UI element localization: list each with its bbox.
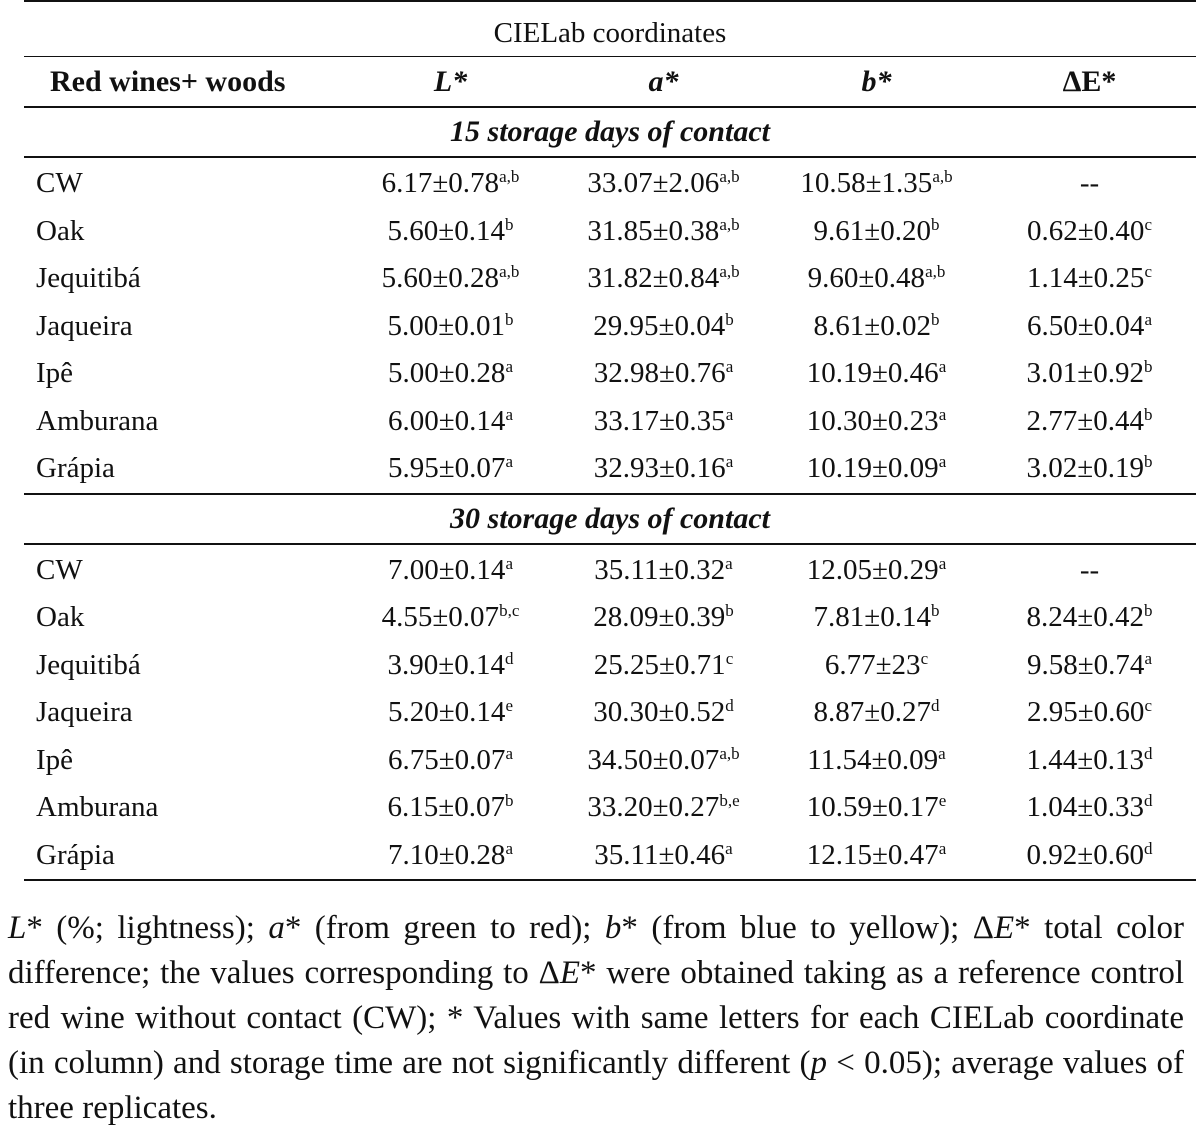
significance-letters: d [1143,791,1153,811]
footnote-text: a [268,910,285,946]
value-text: 32.93±0.16 [593,452,726,485]
value-text: 10.19±0.09 [806,452,939,485]
significance-letters: a [938,404,947,424]
value-cell-de [983,303,1196,351]
value-text: 25.25±0.71 [593,648,726,681]
footnote-text: * (from blue to yellow); Δ [621,910,994,946]
value-text: 4.55±0.07 [381,601,500,634]
significance-letters: c [725,648,734,668]
value-cell-b [770,594,983,642]
significance-letters: b [1143,452,1153,472]
cielab-table [24,0,1196,881]
value-text: 32.98±0.76 [593,357,726,390]
wine-name: Jequitibá [36,648,141,681]
value-text: 8.87±0.27 [813,696,931,729]
table-row [24,303,1196,351]
value-cell-l [344,255,557,303]
footnote-text: * were obtained taking as a reference control red wine without contact (CW); * Values with same letters for each CIELab coordinate (in column) and storage time are not significantly different ( [8,955,1184,1081]
value-cell-de [983,832,1196,881]
value-cell-de [983,689,1196,737]
section-title: 30 storage days of contact [450,501,770,535]
table-row [24,255,1196,303]
wine-name: Ipê [36,357,74,390]
value-cell-b [770,737,983,785]
significance-letters: a [938,553,947,573]
wine-name: CW [36,167,83,200]
value-cell-a [557,594,770,642]
significance-letters: a [725,357,734,377]
value-text: 1.44±0.13 [1026,743,1144,776]
footnote-text: E [559,955,581,991]
value-text: 5.20±0.14 [388,696,506,729]
value-text: 6.75±0.07 [388,743,506,776]
significance-letters: e [938,791,947,811]
significance-letters: a,b [719,167,740,187]
value-text: 11.54±0.09 [807,743,939,776]
significance-letters: d [1143,743,1153,763]
wine-name: Amburana [36,404,159,437]
value-text: 5.00±0.28 [388,357,506,390]
significance-letters: b [725,601,734,621]
value-cell-a [557,642,770,690]
value-cell-a [557,303,770,351]
table-caption: CIELab coordinates [493,16,727,49]
significance-letters: c [920,648,929,668]
table-row [24,642,1196,690]
value-text: 8.24±0.42 [1026,601,1144,634]
value-cell-a [557,157,770,208]
header-wine: Red wines+ woods [50,64,286,98]
significance-letters: c [1144,214,1152,234]
value-cell-b [770,689,983,737]
significance-letters: d [504,648,514,668]
value-text: 12.15±0.47 [806,838,939,871]
value-text: 9.58±0.74 [1027,648,1145,681]
significance-letters: a [505,743,513,763]
value-text: 7.81±0.14 [813,601,931,634]
value-cell-de [983,157,1196,208]
significance-letters: a [938,357,947,377]
significance-letters: a [505,404,513,424]
value-text: 3.90±0.14 [387,648,505,681]
significance-letters: a [505,357,513,377]
footnote-text: * (from green to red); [284,910,605,946]
value-cell-de [983,544,1196,595]
significance-letters: d [930,696,940,716]
value-cell-de [983,255,1196,303]
value-text: 0.62±0.40 [1027,214,1145,247]
significance-letters: a [938,838,947,858]
value-text: 10.19±0.46 [806,357,939,390]
value-text: -- [1079,167,1100,200]
footnote-text: E [993,910,1015,946]
value-cell-l [344,784,557,832]
value-cell-a [557,689,770,737]
table-caption-row [24,1,1196,57]
significance-letters: a [1144,309,1152,329]
significance-letters: c [1144,696,1152,716]
footnote-text: L [8,910,27,946]
value-cell-l [344,208,557,256]
value-cell-l [344,594,557,642]
value-text: 33.07±2.06 [587,167,720,200]
significance-letters: a,b [719,262,740,282]
table-header-row [24,57,1196,108]
value-text: 35.11±0.32 [594,553,726,586]
significance-letters: a [725,452,734,472]
value-cell-l [344,445,557,494]
wine-name: Jaqueira [36,309,133,342]
significance-letters: a,b [499,167,520,187]
value-cell-de [983,208,1196,256]
significance-letters: b [930,214,940,234]
value-cell-l [344,544,557,595]
table-row [24,445,1196,494]
value-text: 2.95±0.60 [1027,696,1145,729]
significance-letters: e [505,696,513,716]
footnote-text: < 0.05); average values of three replicates. [8,1045,1184,1126]
wine-name: Amburana [36,791,159,824]
value-cell-de [983,350,1196,398]
significance-letters: b,e [719,791,740,811]
value-cell-a [557,208,770,256]
value-cell-b [770,157,983,208]
value-text: 6.50±0.04 [1027,309,1145,342]
significance-letters: a [1144,648,1152,668]
significance-letters: b [725,309,734,329]
table-row [24,784,1196,832]
value-text: 6.15±0.07 [387,791,505,824]
table-row [24,398,1196,446]
value-text: 1.14±0.25 [1027,262,1145,295]
table-row [24,208,1196,256]
footnote-text: p [810,1045,828,1081]
value-text: 5.60±0.28 [381,262,500,295]
value-text: 7.00±0.14 [388,553,506,586]
table-body [24,107,1196,880]
significance-letters: a [725,404,734,424]
table-row [24,689,1196,737]
value-text: 30.30±0.52 [593,696,726,729]
wine-name: Oak [36,601,85,634]
header-l: L* [433,64,468,98]
value-cell-a [557,398,770,446]
significance-letters: a [938,452,947,472]
value-text: 0.92±0.60 [1026,838,1144,871]
value-cell-de [983,445,1196,494]
value-cell-l [344,157,557,208]
table-row [24,544,1196,595]
value-cell-de [983,398,1196,446]
table-row [24,832,1196,881]
significance-letters: b [1143,357,1153,377]
value-text: -- [1079,553,1100,586]
significance-letters: c [1144,262,1152,282]
value-cell-a [557,737,770,785]
value-cell-a [557,544,770,595]
value-text: 7.10±0.28 [388,838,506,871]
header-a: a* [648,64,679,98]
significance-letters: a [505,553,513,573]
value-cell-l [344,398,557,446]
table-row [24,594,1196,642]
value-cell-b [770,784,983,832]
header-delta-e: ΔE* [1062,64,1117,98]
significance-letters: a,b [932,167,953,187]
value-text: 6.17±0.78 [381,167,500,200]
value-cell-b [770,642,983,690]
significance-letters: a [505,838,513,858]
value-text: 31.85±0.38 [587,214,720,247]
header-b: b* [861,64,892,98]
footnote-text: * (%; lightness); [26,910,269,946]
value-cell-a [557,445,770,494]
wine-name: Jequitibá [36,262,141,295]
table-footnote [8,906,1184,1131]
value-text: 29.95±0.04 [593,309,726,342]
significance-letters: b [504,309,514,329]
value-text: 8.61±0.02 [813,309,931,342]
value-text: 5.95±0.07 [388,452,506,485]
value-text: 2.77±0.44 [1026,404,1144,437]
value-text: 5.60±0.14 [387,214,505,247]
section-row [24,494,1196,544]
value-text: 3.01±0.92 [1026,357,1144,390]
cielab-table-block [24,0,1196,881]
significance-letters: d [1143,838,1153,858]
value-text: 10.30±0.23 [806,404,939,437]
value-text: 28.09±0.39 [593,601,726,634]
value-text: 6.77±23 [824,648,921,681]
value-cell-b [770,832,983,881]
value-cell-b [770,208,983,256]
value-cell-de [983,737,1196,785]
significance-letters: b [504,791,514,811]
significance-letters: a,b [925,262,946,282]
value-cell-l [344,303,557,351]
value-cell-a [557,784,770,832]
section-title: 15 storage days of contact [450,115,770,148]
significance-letters: b [504,214,514,234]
value-cell-a [557,350,770,398]
value-text: 33.20±0.27 [587,791,720,824]
value-text: 10.59±0.17 [806,791,939,824]
wine-name: CW [36,553,83,586]
significance-letters: b [930,309,940,329]
wine-name: Oak [36,214,85,247]
value-cell-a [557,255,770,303]
footnote-text: * total color difference; the values corresponding to Δ [8,910,1184,991]
value-text: 9.61±0.20 [813,214,931,247]
value-cell-b [770,255,983,303]
table-row [24,350,1196,398]
value-text: 9.60±0.48 [807,262,926,295]
value-cell-a [557,832,770,881]
value-cell-l [344,689,557,737]
value-cell-b [770,303,983,351]
value-cell-b [770,350,983,398]
section-row [24,107,1196,157]
value-cell-de [983,784,1196,832]
value-text: 3.02±0.19 [1026,452,1144,485]
significance-letters: a,b [719,743,740,763]
significance-letters: b [1143,601,1153,621]
significance-letters: a [938,743,946,763]
footnote-text: b [604,910,622,946]
value-text: 12.05±0.29 [806,553,939,586]
table-row [24,157,1196,208]
significance-letters: a [505,452,513,472]
value-text: 1.04±0.33 [1026,791,1144,824]
wine-name: Grápia [36,838,115,871]
value-cell-l [344,832,557,881]
value-cell-de [983,594,1196,642]
wine-name: Jaqueira [36,696,133,729]
value-cell-b [770,544,983,595]
value-cell-b [770,398,983,446]
value-cell-l [344,737,557,785]
table-row [24,737,1196,785]
value-text: 5.00±0.01 [387,309,505,342]
significance-letters: a [725,553,733,573]
value-text: 35.11±0.46 [594,838,726,871]
value-text: 10.58±1.35 [800,167,933,200]
wine-name: Ipê [36,743,74,776]
significance-letters: a,b [499,262,520,282]
value-text: 33.17±0.35 [593,404,726,437]
wine-name: Grápia [36,452,115,485]
value-cell-l [344,642,557,690]
value-text: 34.50±0.07 [587,743,720,776]
value-text: 6.00±0.14 [388,404,506,437]
significance-letters: b,c [499,601,520,621]
value-text: 31.82±0.84 [587,262,720,295]
significance-letters: b [930,601,940,621]
value-cell-l [344,350,557,398]
significance-letters: d [725,696,734,716]
value-cell-b [770,445,983,494]
significance-letters: a,b [719,214,740,234]
significance-letters: a [725,838,733,858]
significance-letters: b [1143,404,1153,424]
value-cell-de [983,642,1196,690]
